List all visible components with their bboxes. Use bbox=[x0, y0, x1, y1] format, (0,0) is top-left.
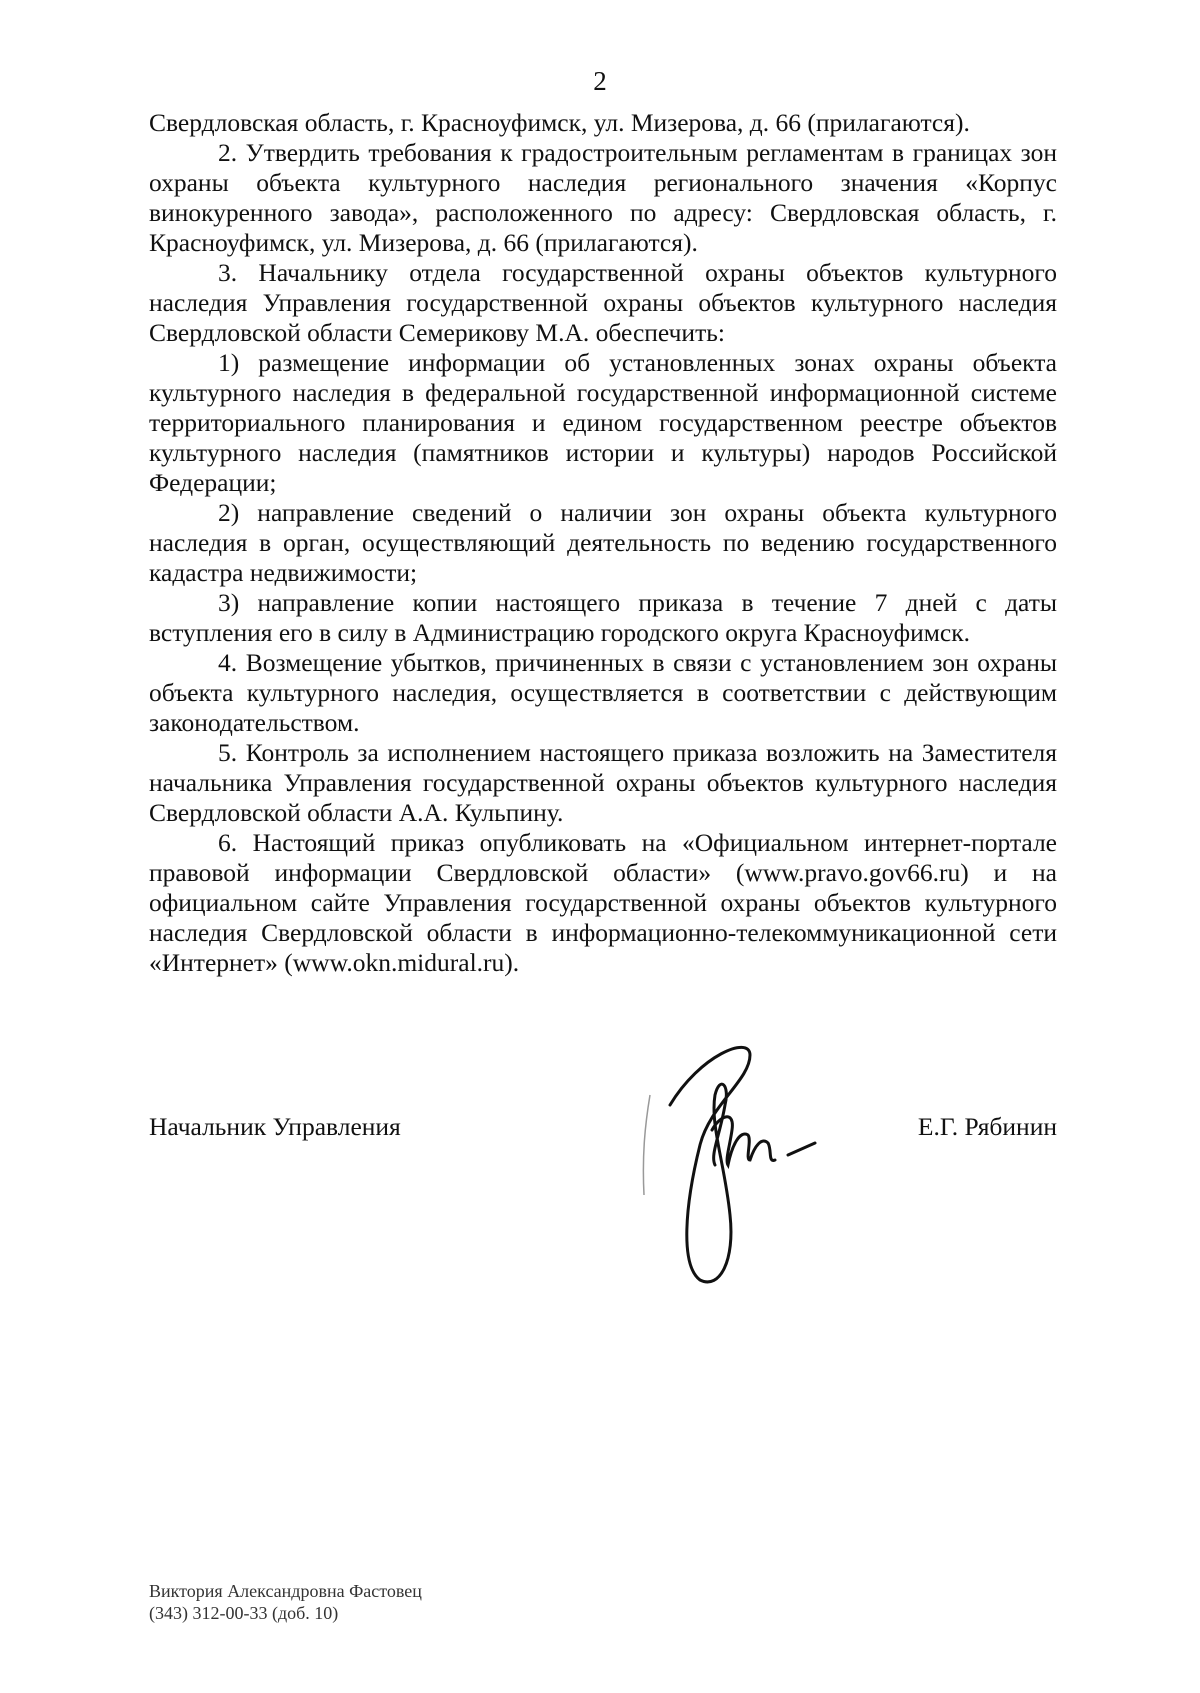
paragraph-continuation: Свердловская область, г. Красноуфимск, ул. Мизерова, д. 66 (прилагаются). bbox=[149, 108, 970, 137]
handwritten-signature bbox=[640, 1035, 870, 1295]
executor-info bbox=[149, 1580, 422, 1624]
page-number: 2 bbox=[593, 66, 607, 96]
signer-title: Начальник Управления bbox=[149, 1112, 401, 1141]
subparagraph-1: 1) размещение информации об установленных зонах охраны объекта культурного наследия в федеральной государственной информационной системе территориального планирования и едином государственном реестре объектов культурного наследия (памятников истории и культуры) народов Российской Федерации; bbox=[149, 348, 1057, 497]
paragraph-item-3: 3. Начальнику отдела государственной охраны объектов культурного наследия Управления государственной охраны объектов культурного наследия Свердловской области Семерикову М.А. обеспечить: bbox=[149, 258, 1057, 347]
document-body bbox=[149, 108, 1057, 978]
executor-name: Виктория Александровна Фастовец bbox=[149, 1581, 422, 1601]
subparagraph-3: 3) направление копии настоящего приказа в течение 7 дней с даты вступления его в силу в Администрацию городского округа Красноуфимск. bbox=[149, 588, 1057, 647]
paragraph-item-4: 4. Возмещение убытков, причиненных в связи с установлением зон охраны объекта культурного наследия, осуществляется в соответствии с действующим законодательством. bbox=[149, 648, 1057, 737]
paragraph-item-2: 2. Утвердить требования к градостроительным регламентам в границах зон охраны объекта культурного наследия регионального значения «Корпус винокуренного завода», расположенного по адресу: Свердловская область, г. Красноуфимск, ул. Мизерова, д. 66 (прилагаются). bbox=[149, 138, 1057, 257]
paragraph-item-5: 5. Контроль за исполнением настоящего приказа возложить на Заместителя начальника Управления государственной охраны объектов культурного наследия Свердловской области А.А. Кульпину. bbox=[149, 738, 1057, 827]
executor-phone: (343) 312-00-33 (доб. 10) bbox=[149, 1603, 339, 1623]
signer-name: Е.Г. Рябинин bbox=[917, 1112, 1057, 1141]
paragraph-item-6: 6. Настоящий приказ опубликовать на «Официальном интернет-портале правовой информации Свердловской области» (www.pravo.gov66.ru) и на официальном сайте Управления государственной охраны объектов культурного наследия Свердловской области в информационно-телекоммуникационной сети «Интернет» (www.okn.midural.ru). bbox=[149, 828, 1057, 977]
subparagraph-2: 2) направление сведений о наличии зон охраны объекта культурного наследия в орган, осуществляющий деятельность по ведению государственного кадастра недвижимости; bbox=[149, 498, 1057, 587]
